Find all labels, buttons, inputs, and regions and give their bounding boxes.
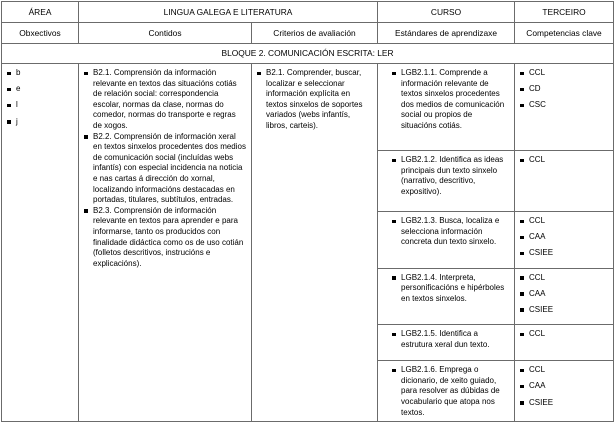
competency-item: CAA (519, 289, 608, 300)
standard-cell (378, 361, 515, 422)
competencies-list (519, 155, 608, 166)
competencies-cell (515, 212, 614, 269)
list-item: j (6, 117, 73, 128)
criteria-cell (252, 64, 378, 422)
standard-text: LGB2.1.3. Busca, localiza e selecciona información concreta dun texto sinxelo. (391, 216, 508, 248)
col-standards: Estándares de aprendizaxe (378, 23, 515, 44)
standard-text: LGB2.1.2. Identifica as ideas principais dun texto sinxelo (narrativo, descritivo, expositivo). (391, 155, 508, 197)
competencies-list (519, 365, 608, 408)
competencies-cell (515, 268, 614, 325)
area-label: ÁREA (2, 2, 79, 23)
standard-cell (378, 64, 515, 151)
list-item: b (6, 68, 73, 79)
standard-text: LGB2.1.5. Identifica a estrutura xeral dun texto. (391, 329, 508, 350)
competency-item: CSC (519, 100, 608, 111)
contents-list (83, 68, 246, 269)
standard-cell (378, 212, 515, 269)
competency-item: CCL (519, 273, 608, 284)
objectives-cell (2, 64, 79, 422)
standard-text: LGB2.1.4. Interpreta, personificacións e hipérboles en textos sinxelos. (391, 273, 508, 305)
competencies-cell (515, 361, 614, 422)
column-header-row (2, 23, 614, 44)
competencies-list (519, 329, 608, 340)
col-objectives: Obxectivos (2, 23, 79, 44)
curriculum-table (1, 1, 614, 422)
standard-cell (378, 268, 515, 325)
competencies-cell (515, 325, 614, 361)
standard-text: LGB2.1.6. Emprega o dicionario, de xeito guiado, para resolver as dúbidas de vocabulario que atopa nos textos. (391, 365, 508, 418)
competency-item: CCL (519, 68, 608, 79)
col-competencies: Competencias clave (515, 23, 614, 44)
table-row (2, 64, 614, 151)
competency-item: CCL (519, 329, 608, 340)
standard-text: LGB2.1.1. Comprende a información relevante de textos sinxelos procedentes dos medios de comunicación social ou propios de situacións cotiás. (391, 68, 508, 132)
competency-item: CD (519, 84, 608, 95)
list-item: e (6, 84, 73, 95)
competencies-cell (515, 151, 614, 212)
competencies-list (519, 273, 608, 316)
col-contents: Contidos (79, 23, 252, 44)
competency-item: CSIEE (519, 398, 608, 409)
block-row (2, 44, 614, 64)
objectives-list (6, 68, 73, 127)
course-label: CURSO (378, 2, 515, 23)
competency-item: CAA (519, 381, 608, 392)
header-row (2, 2, 614, 23)
list-item: B2.2. Comprensión de información xeral en textos sinxelos procedentes dos medios de comunicación social (incluídas webs infantís) con especial incidencia na noticia e nas cartas á dirección do xornal, localizando informacións destacadas en portadas, titulares, subtítulos, entradas. (83, 132, 246, 206)
competency-item: CSIEE (519, 305, 608, 316)
standard-cell (378, 151, 515, 212)
contents-cell (79, 64, 252, 422)
list-item: B2.3. Comprensión de información relevante en textos para aprender e para informarse, tanto os producidos con finalidade didáctica como os de uso cotián (folletos descritivos, instrucións e explicacións). (83, 206, 246, 270)
criteria-list (256, 68, 372, 132)
competency-item: CSIEE (519, 248, 608, 259)
col-criteria: Criterios de avaliación (252, 23, 378, 44)
competencies-cell (515, 64, 614, 151)
competency-item: CCL (519, 155, 608, 166)
competency-item: CAA (519, 232, 608, 243)
competencies-list (519, 216, 608, 259)
block-title: BLOQUE 2. COMUNICACIÓN ESCRITA: LER (2, 44, 614, 64)
competency-item: CCL (519, 216, 608, 227)
course-value: TERCEIRO (515, 2, 614, 23)
subject-title: LINGUA GALEGA E LITERATURA (79, 2, 378, 23)
list-item: B2.1. Comprender, buscar, localizar e seleccionar información explícita en textos sinxelos de soportes variados (webs infantís, libros, carteis). (256, 68, 372, 132)
list-item: B2.1. Comprensión da información relevante en textos das situacións cotiás de relación social: correspondencia escolar, normas da clase, normas do comedor, normas do transporte e regras de xogos. (83, 68, 246, 132)
list-item: l (6, 100, 73, 111)
standard-cell (378, 325, 515, 361)
competency-item: CCL (519, 365, 608, 376)
competencies-list (519, 68, 608, 111)
